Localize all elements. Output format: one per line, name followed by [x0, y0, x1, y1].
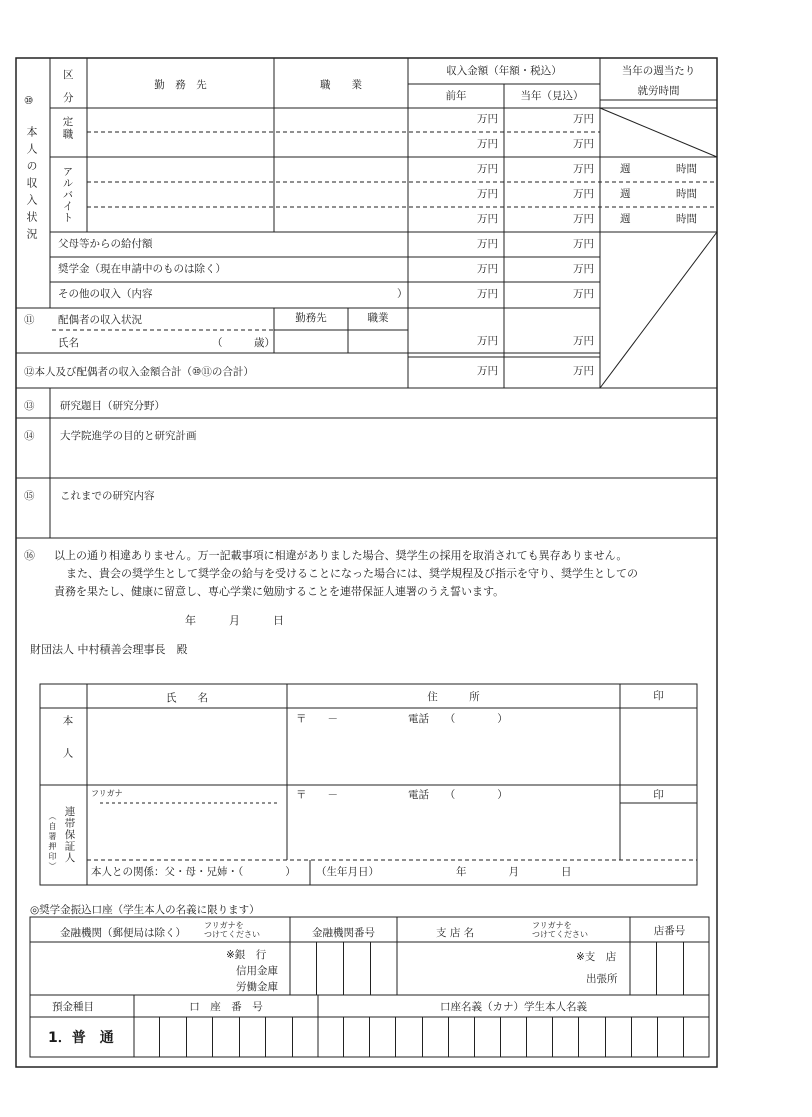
arubaito-label: アルバイト: [61, 166, 74, 224]
addressee: 財団法人 中村積善会理事長 殿: [30, 643, 188, 656]
unit-man-yen: 万円: [573, 138, 594, 150]
sig-address-header: 住 所: [427, 691, 480, 703]
bank-type-rokin: 労働金庫: [236, 981, 278, 993]
guarantor-label: 連帯保証人: [63, 806, 76, 864]
section-16-number: ⑯: [24, 549, 35, 562]
unit-man-yen: 万円: [477, 365, 498, 377]
phone-label: 電話 （ ）: [408, 713, 508, 725]
teishoku-label: 定職: [61, 116, 74, 141]
unit-man-yen: 万円: [573, 335, 594, 347]
unit-man-yen: 万円: [573, 238, 594, 250]
unit-week: 週: [620, 188, 631, 200]
unit-man-yen: 万円: [477, 213, 498, 225]
shogakukin-label: 奨学金（現在申請中のものは除く）: [58, 263, 226, 275]
bank-type-shinkin: 信用金庫: [236, 965, 278, 977]
bun-label: 分: [63, 92, 74, 104]
hours-header-1: 当年の週当たり: [621, 65, 696, 77]
furigana-note: フリガナを つけてください: [532, 921, 588, 939]
unit-man-yen: 万円: [477, 113, 498, 125]
unit-man-yen: 万円: [477, 288, 498, 300]
birthdate-label: （生年月日）: [316, 866, 379, 878]
unit-man-yen: 万円: [477, 138, 498, 150]
seal-label: 印: [653, 690, 664, 702]
spouse-income-label: 配偶者の収入状況: [58, 314, 142, 326]
branch-number-label: 店番号: [653, 925, 686, 937]
research-plan-label: 大学院進学の目的と研究計画: [60, 430, 197, 442]
account-holder-label: 口座名義（カナ）学生本人名義: [440, 1001, 587, 1013]
unit-week: 週: [620, 163, 631, 175]
shokugyo-header: 職 業: [320, 79, 362, 91]
unit-man-yen: 万円: [573, 288, 594, 300]
fubo-label: 父母等からの給付額: [58, 238, 153, 250]
unit-man-yen: 万円: [477, 188, 498, 200]
research-title-label: 研究題目（研究分野）: [60, 400, 165, 412]
ku-label: 区: [63, 69, 74, 81]
section-13-number: ⑬: [24, 400, 35, 412]
sig-name-header: 氏 名: [166, 692, 208, 704]
unit-hours: 時間: [676, 213, 697, 225]
spouse-shokugyo-header: 職業: [367, 312, 389, 324]
section-10-side-label: 本人の収入状況: [25, 126, 38, 245]
unit-man-yen: 万円: [477, 335, 498, 347]
unit-man-yen: 万円: [573, 188, 594, 200]
pledge-line-3: 責務を果たし、健康に留意し、専心学業に勉励することを連帯保証人連署のうえ誓います。: [54, 585, 505, 598]
account-number-label: 口 座 番 号: [189, 1001, 263, 1013]
unit-man-yen: 万円: [477, 163, 498, 175]
sonota-label: その他の収入（内容: [58, 288, 153, 300]
branch-type-shiten: ※支 店: [576, 951, 617, 963]
self-sign-note: （自署押印）: [48, 812, 57, 872]
total-income-label: ⑫本人及び配偶者の収入金額合計（⑩⑪の合計）: [24, 366, 254, 378]
bank-type-ginko: ※銀 行: [226, 949, 267, 961]
furigana-label: フリガナ: [91, 789, 123, 798]
unit-week: 週: [620, 213, 631, 225]
section-10-number: ⑩: [24, 95, 34, 107]
section-11-number: ⑪: [24, 314, 35, 326]
income-header: 収入金額（年額・税込）: [446, 65, 562, 77]
unit-man-yen: 万円: [573, 163, 594, 175]
furigana-note: フリガナを つけてください: [204, 921, 260, 939]
section-15-number: ⑮: [24, 490, 35, 502]
account-name-boxes: [318, 1017, 709, 1057]
postal-mark: 〒 －: [296, 789, 338, 801]
unit-man-yen: 万円: [477, 263, 498, 275]
pledge-line-1: 以上の通り相違ありません。万一記載事項に相違がありました場合、奨学生の採用を取消されても異存ありません。: [54, 549, 628, 562]
kinmusaki-header: 勤 務 先: [154, 79, 207, 91]
hours-header-2: 就労時間: [637, 85, 680, 97]
bank-section-title: ◎奨学金振込口座（学生本人の名義に限ります）: [30, 904, 260, 916]
spouse-kinmusaki-header: 勤務先: [295, 312, 327, 324]
honnin-label: 本人: [61, 715, 74, 780]
postal-mark: 〒 －: [296, 713, 338, 725]
relation-label: 本人との関係：父・母・兄姉・（ ）: [91, 866, 296, 878]
unit-man-yen: 万円: [573, 365, 594, 377]
pledge-line-2: また、貴会の奨学生として奨学金の給与を受けることになった場合には、奨学規程及び指示を守り、奨学生としての: [66, 567, 638, 580]
unit-man-yen: 万円: [573, 263, 594, 275]
unit-hours: 時間: [676, 163, 697, 175]
unit-hours: 時間: [676, 188, 697, 200]
bank-number-label: 金融機関番号: [312, 927, 375, 939]
deposit-type-futsu: 1．普 通: [48, 1030, 114, 1046]
unit-man-yen: 万円: [573, 113, 594, 125]
section-14-number: ⑭: [24, 430, 35, 442]
sonota-close-paren: ）: [397, 288, 408, 300]
branch-type-shucho: 出張所: [586, 973, 618, 985]
deposit-type-label: 預金種目: [52, 1001, 94, 1013]
unit-man-yen: 万円: [573, 213, 594, 225]
tonen-header: 当年（見込）: [520, 90, 584, 102]
phone-label: 電話 （ ）: [408, 789, 508, 801]
seal-label: 印: [653, 789, 664, 801]
zennen-header: 前年: [445, 90, 467, 102]
bank-number-boxes: [290, 942, 397, 995]
branch-number-boxes: [630, 942, 709, 995]
branch-name-label: 支 店 名: [436, 927, 475, 939]
birthdate-ymd: 年 月 日: [456, 866, 572, 878]
prior-research-label: これまでの研究内容: [60, 490, 155, 502]
pledge-date: 年 月 日: [185, 614, 284, 627]
spouse-name-label: 氏名: [58, 337, 79, 349]
spouse-age-label: （ 歳）: [212, 337, 275, 349]
unit-man-yen: 万円: [477, 238, 498, 250]
account-number-boxes: [134, 1017, 318, 1057]
bank-institution-label: 金融機関（郵便局は除く）: [60, 927, 186, 939]
